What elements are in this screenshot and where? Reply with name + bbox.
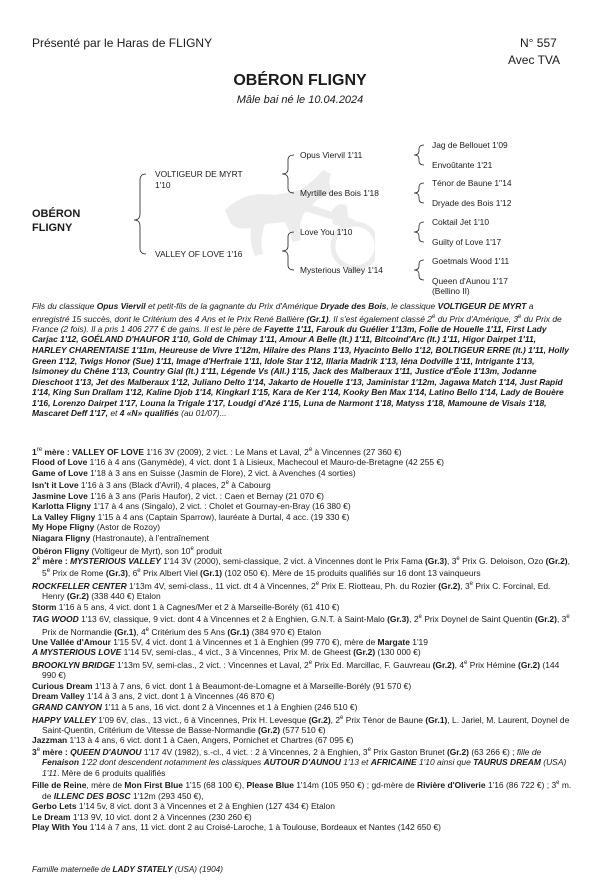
- list-item: Isn't it Love 1'16 à 3 ans (Black d'Avril), 4 places, 2e à Cabourg: [32, 480, 271, 491]
- horse-title: OBÉRON FLIGNY: [233, 72, 367, 89]
- pedigree-horse-name: [32, 207, 80, 235]
- produce-gerbo-lets: Gerbo Lets 1'14 5v, 8 vict. dont 3 à Vincennes et 2 à Enghien (127 434 €) Etalon: [32, 801, 335, 812]
- third-dam-section: [32, 745, 572, 833]
- produce-happy-valley: HAPPY VALLEY 1'09 6V, clas., 13 vict., 6 à Vincennes, Prix H. Levesque (Gr.2), 2e Prix Ténor de Baune (Gr.1), L. Jariel, M. Laurent, Doynel de Saint-Quentin, Critérium de Vitesse de Basse-Normandie (Gr.2) (577 510 €): [32, 714, 570, 735]
- produce-a-mysterious-love: A MYSTERIOUS LOVE 1'14 5V, semi-clas., 4 vict., 3 à Vincennes, Prix M. de Gheest (Gr.2) (130 000 €): [32, 647, 421, 658]
- gen3-7: Goetmals Wood 1'11: [432, 256, 510, 266]
- list-item: Jasmine Love 1'16 à 3 ans (Paris Haufor), 2 vict. : Caen et Bernay (21 070 €): [32, 490, 324, 501]
- dam-sire: Love You 1'10: [300, 227, 353, 237]
- list-item: Obéron Fligny (Voltigeur de Myrt), son 10e produit: [32, 545, 222, 556]
- produce-play-with-you: Play With You 1'14 à 7 ans, 11 vict. dont 2 au Croisé-Laroche, 1 à Toulouse, Bordeaux et Nantes (142 650 €): [32, 822, 441, 833]
- first-dam-heading: 1re mère : VALLEY OF LOVE 1'16 3V (2009), 2 vict. : Le Mans et Laval, 2e à Vincennes (27 360 €): [32, 446, 402, 457]
- pedigree-horse-name-line1: OBÉRON: [32, 208, 81, 220]
- gen3-8: Queen d'Aunou 1'17: [432, 276, 508, 286]
- produce-curious-dream: Curious Dream 1'13 à 7 ans, 6 vict. dont 1 à Beaumont-de-Lomagne et à Marseille-Borély (91 570 €): [32, 680, 412, 691]
- sire-paragraph: Fils du classique Opus Viervil et petit-fils de la gagnante du Prix d'Amérique Dryade des Bois, le classique VOLTIGEUR DE MYRT a enregistré 15 succès, dont le Critérium des 4 Ans et le Prix René Ballière (Gr.1). Il s'est également classé 2e du Prix d'Amérique, 3e du Prix de France (2 fois). Il a pris 1 406 277 € de gains. Il est le père de Fayette 1'11, Farouk du Guélier 1'13m, Folie de Houelle 1'11, First Lady Carjac 1'12, GOÉLAND D'HAUFOR 1'10, Gold de Chimay 1'11, Amour A Belle (It.) 1'11, Bitcoind'Arc (It.) 1'11, Higor Dairpet 1'11, HARLEY CHARENTAISE 1'11m, Heureuse de Vivre 1'12m, Hilaire des Plans 1'13, Hyacinto Bello 1'12, BOLTIGEUR ERRE (It.) 1'11, Holly Green 1'12, Twigs Honor (Sue) 1'11, Image d'Herfraie 1'11, Idole Star 1'12, Illaria Madrik 1'13, Iéna Dodville 1'11, Intrigante 1'13, Isimoney du Chêne 1'13, Country Gial (It.) 1'11, Légende Vs (All.) 1'15, Jack des Malberaux 1'11, Justice d'Éole 1'13m, Jodanne Dieschoot 1'13, Jet des Malberaux 1'12, Juliano Delto 1'14, Jakarto de Houelle 1'13, Jaministar 1'12m, Jagawa Match 1'14, Just Rapid 1'14, King Sun Drallam 1'12, Kaline Djob 1'14, Kingkarl 1'15, Kara de Ker 1'14, Kooky Ben Max 1'14, Latino Bello 1'14, Lady de Bouère 1'16, Lorenzo Dairpet 1'17, Louna la Trigale 1'17, Loudgi d'Azé 1'15, Luna de Narmont 1'18, Matyss 1'18, Mamoune de Visais 1'18, Mascaret Deff 1'17, et 4 «N» qualifiés (au 01/07)...: [32, 301, 569, 419]
- list-item: Game of Love 1'18 à 3 ans en Suisse (Jasmin de Flore), 2 vict. à Avenches (4 sorties): [32, 467, 356, 478]
- horse-description: Mâle bai né le 10.04.2024: [236, 94, 364, 106]
- dam-dam: Mysterious Valley 1'14: [300, 265, 383, 275]
- produce-dream-valley: Dream Valley 1'14 à 3 ans, 2 vict. dont 1 à Vincennes (46 870 €): [32, 691, 275, 702]
- produce-rockfeller: ROCKFELLER CENTER 1'13m 4V, semi-class., 11 vict. dt 4 à Vincennes, 2e Prix E. Riotteau, Ph. du Rozier (Gr.2), 3e Prix C. Forcinal, Ed. Henry (Gr.2) (338 440 €) Etalon: [32, 580, 551, 602]
- sire-record: 1'10: [155, 180, 171, 190]
- gen3-4: Dryade des Bois 1'12: [432, 198, 512, 208]
- gen3-2: Envoûtante 1'21: [432, 160, 493, 170]
- list-item: Flood of Love 1'16 à 4 ans (Ganymède), 4 vict. dont 1 à Lisieux, Machecoul et Mauro-de-Bretagne (42 255 €): [32, 457, 444, 468]
- lot-number: N° 557: [520, 36, 557, 50]
- second-dam-section: [32, 554, 572, 746]
- gen3-5: Coktail Jet 1'10: [432, 217, 489, 227]
- sire: VOLTIGEUR DE MYRT: [155, 169, 243, 179]
- third-dam-heading: 3e mère : QUEEN D'AUNOU 1'17 4V (1982), s.-cl., 4 vict. : 2 à Vincennes, 2 à Enghien, 3e Prix Gaston Brunet (Gr.2) (63 266 €) ; fille de Fenaison 1'22 dont descendent notamment les classiques AUTOUR D'AUNOU 1'13 et AFRICAINE 1'10 ainsi que TAURUS DREAM (USA) 1'11. Mère de 6 produits qualifiés: [32, 746, 567, 778]
- presenter-text: Présenté par le Haras de FLIGNY: [32, 36, 213, 50]
- produce-brooklyn-bridge: BROOKLYN BRIDGE 1'13m 5V, semi-clas., 2 vict. : Vincennes et Laval, 2e Prix Ed. Marcillac, F. Gauvreau (Gr.2), 4e Prix Hémine (Gr.2) (144 990 €): [32, 659, 560, 681]
- first-dam-section: [32, 445, 572, 556]
- list-item: La Valley Fligny 1'15 à 4 ans (Captain Sparrow), lauréate à Durtal, 4 acc. (19 330 €): [32, 511, 350, 522]
- list-item: Karlotta Fligny 1'17 à 4 ans (Singalo), 2 vict. : Cholet et Gournay-en-Bray (16 380 €): [32, 501, 351, 512]
- produce-storm: Storm 1'16 à 5 ans, 4 vict. dont 1 à Cagnes/Mer et 2 à Marseille-Borély (61 410 €): [32, 601, 340, 612]
- sire-progeny-list: Fayette 1'11, Farouk du Guélier 1'13m, Folie de Houelle 1'11, First Lady Carjac 1'12, GOÉLAND D'HAUFOR 1'10, Gold de Chimay 1'11, Amour A Belle (It.) 1'11, Bitcoind'Arc (It.) 1'11, Higor Dairpet 1'11, HARLEY CHARENTAISE 1'11m, Heureuse de Vivre 1'12m, Hilaire des Plans 1'13, Hyacinto Bello 1'12, BOLTIGEUR ERRE (It.) 1'11, Holly Green 1'12, Twigs Honor (Sue) 1'11, Image d'Herfraie 1'11, Idole Star 1'12, Illaria Madrik 1'13, Iéna Dodville 1'11, Intrigante 1'13, Isimoney du Chêne 1'13, Country Gial (It.) 1'11, Légende Vs (All.) 1'15, Jack des Malberaux 1'11, Justice d'Éole 1'13m, Jodanne Dieschoot 1'13, Jet des Malberaux 1'12, Juliano Delto 1'14, Jakarto de Houelle 1'13, Jaministar 1'12m, Jagawa Match 1'14, Just Rapid 1'14, King Sun Drallam 1'12, Kaline Djob 1'14, Kingkarl 1'15, Kara de Ker 1'14, Kooky Ben Max 1'14, Latino Bello 1'14, Lady de Bouère 1'16, Lorenzo Dairpet 1'17, Louna la Trigale 1'17, Loudgi d'Azé 1'15, Luna de Narmont 1'18, Matyss 1'18, Mamoune de Visais 1'18, Mascaret Deff 1'17,: [32, 323, 569, 419]
- maternal-family: Famille maternelle de LADY STATELY (USA) (1904): [32, 865, 223, 874]
- produce-fille-de-reine: Fille de Reine, mère de Mon First Blue 1'15 (68 100 €), Please Blue 1'14m (105 950 €) ; gd-mère de Rivière d'Oliverie 1'16 (86 722 €) ; 3e m. de ILLENC DES BOSC 1'12m (293 450 €),: [32, 780, 572, 801]
- produce-le-dream: Le Dream 1'13 9V, 10 vict. dont 2 à Vincennes (230 260 €): [32, 811, 252, 822]
- sire-sire: Opus Viervil 1'11: [300, 150, 363, 160]
- pedigree-horse-name-line2: FLIGNY: [32, 222, 73, 234]
- vat-label: Avec TVA: [508, 53, 561, 67]
- second-dam-heading: 2e mère : MYSTERIOUS VALLEY 1'14 3V (2000), semi-classique, 2 vict. à Vincennes dont le Prix Fama (Gr.3), 3e Prix G. Deloison, Ozo (Gr.2), 5e Prix de Rome (Gr.3), 6e Prix Albert Viel (Gr.1) (102 050 €). Mère de 15 produits qualifiés sur 16 dont 13 vainqueurs: [32, 555, 570, 579]
- list-item: Niagara Fligny (Hastronaute), à l'entraînement: [32, 533, 209, 543]
- dam: VALLEY OF LOVE 1'16: [155, 249, 243, 259]
- gen3-8-sire: (Bellino II): [432, 286, 470, 296]
- sire-dam: Myrtille des Bois 1'18: [300, 188, 379, 198]
- gen3-3: Ténor de Baune 1''14: [432, 178, 512, 188]
- produce-grand-canyon: GRAND CANYON 1'11 à 5 ans, 16 vict. dont 2 à Vincennes et 1 à Enghien (246 510 €): [32, 701, 358, 712]
- produce-tag-wood: TAG WOOD 1'13 6V, classique, 9 vict. dont 4 à Vincennes et 2 à Enghien, G.N.T. à Saint-Malo (Gr.3), 2e Prix Doynel de Saint Quentin (Gr.2), 3e Prix de Normandie (Gr.1), 4e Critérium des 5 Ans (Gr.1) (384 970 €) Etalon: [32, 613, 570, 637]
- gen3-6: Guilty of Love 1'17: [432, 237, 502, 247]
- list-item: My Hope Fligny (Astor de Rozoy): [32, 522, 161, 533]
- gen3-1: Jag de Bellouet 1'09: [432, 140, 508, 150]
- produce-une-vallee: Une Vallée d'Amour 1'15 5V, 4 vict. dont 1 à Vincennes et 1 à Enghien (99 770 €), mère de Margate 1'19: [32, 636, 428, 647]
- first-dam-produce-list: [32, 457, 572, 556]
- produce-jazzman: Jazzman 1'13 à 4 ans, 6 vict. dont 1 à Caen, Angers, Pornichet et Chartres (67 095 €): [32, 735, 354, 746]
